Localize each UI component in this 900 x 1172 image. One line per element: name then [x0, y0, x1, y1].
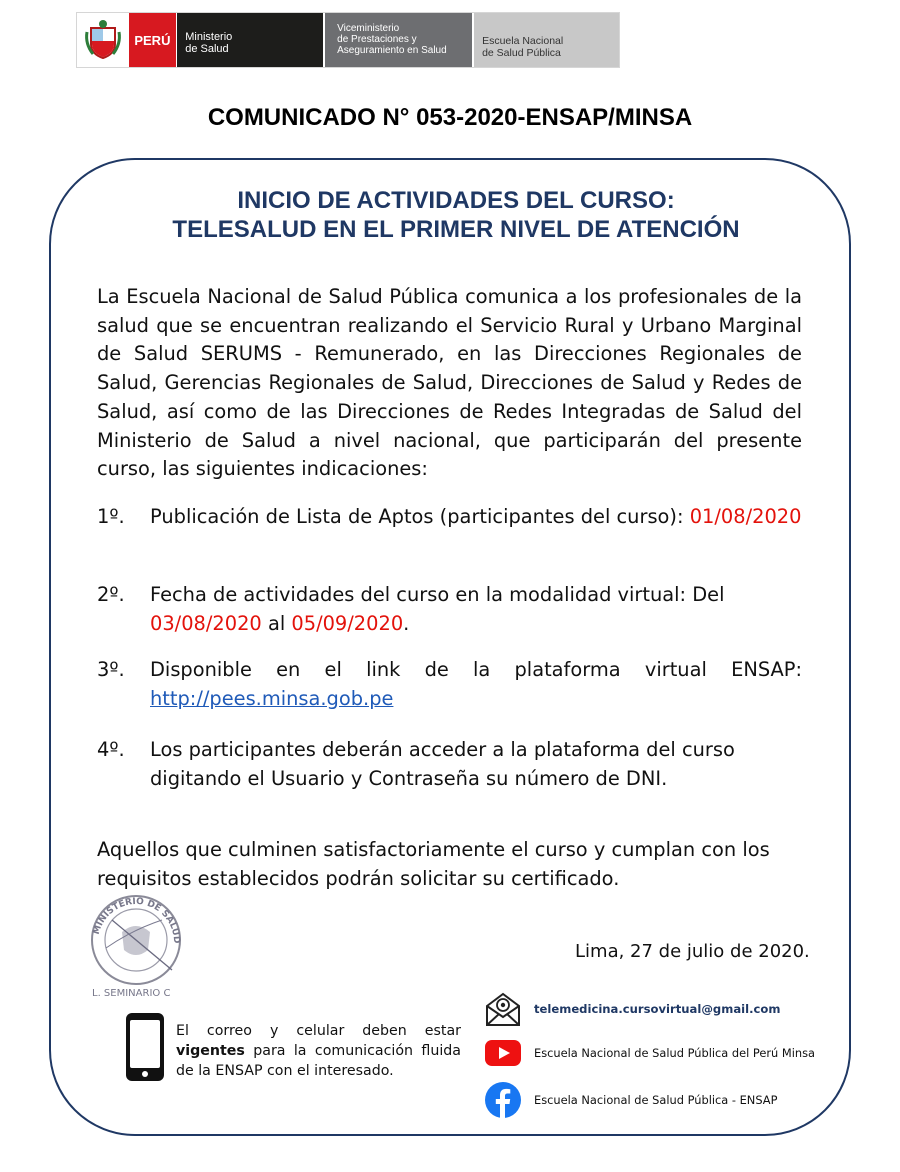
list-item [97, 503, 802, 532]
intro-paragraph: La Escuela Nacional de Salud Pública comunica a los profesionales de la salud que se encuentran realizando el Servicio Rural y Urbano Marginal de Salud SERUMS - Remunerado, en las Direcciones Regionales de Salud, Gerencias Regionales de Salud, Direcciones de Salud y Redes de Salud, así como de las Direcciones de Redes Integradas de Salud del Ministerio de Salud a nivel nacional, que participarán del presente curso, las siguientes indicaciones: [97, 285, 802, 481]
item-text-main: Disponible en el link de la plataforma virtual ENSAP: [150, 658, 802, 681]
item-text: Los participantes deberán acceder a la plataforma del curso digitando el Usuario y Contraseña su número de DNI. [150, 738, 735, 790]
item-date-start: 03/08/2020 [150, 611, 262, 635]
facebook-page[interactable]: Escuela Nacional de Salud Pública - ENSAP [534, 1093, 778, 1107]
peru-label: PERÚ [129, 13, 177, 67]
list-item [97, 656, 802, 713]
ministry-line: Ministerio [185, 31, 233, 43]
viceministry-label [325, 13, 472, 67]
ministry-line: de Salud [185, 43, 229, 55]
item-text [150, 503, 802, 532]
item-number: 2º. [97, 583, 125, 606]
contact-email[interactable] [484, 990, 780, 1028]
viceministry-line: Aseguramiento en Salud [337, 45, 447, 56]
institution-header [76, 12, 620, 68]
peru-shield-icon [77, 13, 129, 67]
facebook-icon [484, 1081, 522, 1119]
item-text-main: Publicación de Lista de Aptos (participantes del curso): [150, 505, 684, 528]
item-text [150, 581, 802, 638]
list-item [97, 581, 802, 638]
ministry-label [176, 13, 323, 67]
note-text: El correo y celular deben estar [176, 1023, 461, 1039]
email-address[interactable]: telemedicina.cursovirtual@gmail.com [534, 1002, 781, 1016]
email-icon [484, 990, 522, 1028]
school-label [474, 13, 619, 67]
note-text: para la comunicación fluida de la ENSAP con el interesado. [176, 1043, 461, 1079]
platform-link[interactable]: http://pees.minsa.gob.pe [150, 686, 394, 710]
item-number: 4º. [97, 738, 125, 761]
closing-paragraph: Aquellos que culminen satisfactoriamente el curso y cumplan con los requisitos establecidos podrán solicitar su certificado. [97, 838, 770, 890]
school-line: Escuela Nacional [482, 35, 564, 47]
youtube-channel[interactable]: Escuela Nacional de Salud Pública del Perú Minsa [534, 1046, 816, 1060]
viceministry-line: de Prestaciones y [337, 34, 417, 45]
contact-youtube[interactable] [484, 1038, 815, 1068]
item-number: 1º. [97, 505, 125, 528]
document-title: COMUNICADO N° 053-2020-ENSAP/MINSA [207, 104, 693, 131]
item-connector: al [267, 611, 286, 635]
subtitle-line: TELESALUD EN EL PRIMER NIVEL DE ATENCIÓN [172, 216, 740, 243]
school-line: de Salud Pública [482, 47, 561, 59]
item-text [150, 656, 802, 713]
item-text-main: Fecha de actividades del curso en la modalidad virtual: Del [150, 583, 725, 606]
youtube-icon [484, 1038, 522, 1068]
phone-icon [125, 1012, 165, 1082]
item-period: . [403, 611, 410, 635]
subtitle-line: INICIO DE ACTIVIDADES DEL CURSO: [237, 187, 675, 214]
document-subtitle [0, 186, 900, 244]
item-date: 01/08/2020 [689, 505, 802, 528]
note-emphasis: vigentes [176, 1043, 245, 1059]
contact-validity-note [176, 1021, 461, 1081]
item-date-end: 05/09/2020 [291, 611, 404, 635]
seal-stamp [82, 890, 190, 1000]
date-line: Lima, 27 de julio de 2020. [575, 941, 810, 962]
list-item [97, 736, 802, 793]
viceministry-line: Viceministerio [337, 23, 400, 34]
item-number: 3º. [97, 658, 125, 681]
svg-text:L. SEMINARIO C: L. SEMINARIO C [92, 988, 171, 999]
contact-facebook[interactable] [484, 1081, 777, 1119]
svg-text:MINISTERIO DE SALUD: MINISTERIO DE SALUD [91, 896, 182, 944]
